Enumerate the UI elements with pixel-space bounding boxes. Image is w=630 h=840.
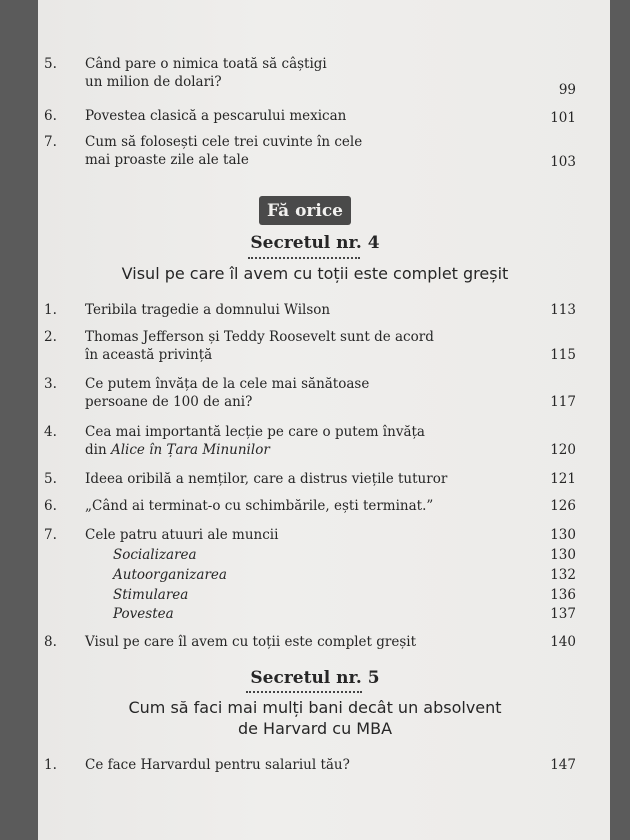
entry-page: 137 xyxy=(550,606,576,622)
secret-5-subtitle-line: Cum să faci mai mulți bani decât un absolvent xyxy=(128,698,502,717)
entry-number: 3. xyxy=(44,376,57,392)
toc-entry[interactable] xyxy=(44,328,576,364)
secret-5-subtitle-line: de Harvard cu MBA xyxy=(237,719,393,738)
toc-entry[interactable] xyxy=(44,375,576,411)
toc-entry[interactable] xyxy=(44,55,576,98)
toc-entry[interactable] xyxy=(44,526,576,544)
entry-number: 2. xyxy=(44,329,57,345)
entry-page: 132 xyxy=(550,567,576,583)
entry-page: 121 xyxy=(550,471,576,487)
entry-title-line: mai proaste zile ale tale xyxy=(85,152,249,168)
entry-number: 4. xyxy=(44,424,57,440)
entry-number: 1. xyxy=(44,757,57,773)
subentry-title: Autoorganizarea xyxy=(113,567,227,583)
entry-page: 99 xyxy=(558,82,576,98)
entry-number: 5. xyxy=(44,56,57,72)
entry-page: 147 xyxy=(550,757,576,773)
entry-title-line: persoane de 100 de ani? xyxy=(85,394,253,410)
toc-subentry[interactable] xyxy=(113,586,576,604)
entry-page: 115 xyxy=(550,347,576,363)
entry-title-line: Ce putem învăța de la cele mai sănătoase xyxy=(85,376,370,392)
toc-subentry[interactable] xyxy=(113,566,576,584)
dotted-rule xyxy=(246,691,362,693)
entry-number: 1. xyxy=(44,302,57,318)
entry-page: 126 xyxy=(550,498,576,514)
entry-title-line: Cele patru atuuri ale muncii xyxy=(85,527,279,543)
secret-4-title: Secretul nr. 4 xyxy=(250,233,380,253)
dotted-rule xyxy=(248,257,360,259)
subentry-title: Socializarea xyxy=(113,547,197,563)
entry-page: 113 xyxy=(550,302,576,318)
secret-4-subtitle: Visul pe care îl avem cu toții este complet greșit xyxy=(121,264,509,283)
entry-title-line: în această privință xyxy=(85,347,213,363)
part-badge: Fă orice xyxy=(259,196,351,225)
entry-title-line: Teribila tragedie a domnului Wilson xyxy=(85,302,331,318)
entry-number: 6. xyxy=(44,108,57,124)
entry-number: 5. xyxy=(44,471,57,487)
toc-subentry[interactable] xyxy=(113,605,576,623)
entry-number: 7. xyxy=(44,134,57,150)
entry-number: 8. xyxy=(44,634,57,650)
entry-page: 140 xyxy=(550,634,576,650)
entry-page: 130 xyxy=(550,547,576,563)
toc-entry[interactable] xyxy=(44,301,576,319)
entry-title-line: „Când ai terminat-o cu schimbările, ești terminat.” xyxy=(85,498,434,514)
entry-title-line: Thomas Jefferson și Teddy Roosevelt sunt de acord xyxy=(85,329,434,345)
toc-entry[interactable] xyxy=(44,107,576,126)
toc-entry[interactable] xyxy=(44,470,576,488)
subentry-title: Povestea xyxy=(113,606,174,622)
entry-title-line: Povestea clasică a pescarului mexican xyxy=(85,108,347,124)
entry-title-line: Când pare o nimica toată să câștigi xyxy=(85,56,327,72)
entry-page: 103 xyxy=(550,154,576,170)
entry-title-line: Ideea oribilă a nemților, care a distrus viețile tuturor xyxy=(85,471,448,487)
toc-entry[interactable] xyxy=(44,423,576,459)
toc-entry[interactable] xyxy=(44,133,576,170)
entry-title-line: Cum să folosești cele trei cuvinte în cele xyxy=(85,134,363,150)
toc-entry[interactable] xyxy=(44,756,576,774)
subentry-title: Stimularea xyxy=(113,587,189,603)
toc-entry[interactable] xyxy=(44,497,576,515)
entry-title-line: un milion de dolari? xyxy=(85,74,222,90)
toc-subentry[interactable] xyxy=(113,546,576,564)
entry-number: 6. xyxy=(44,498,57,514)
entry-title-line: din Alice în Țara Minunilor xyxy=(85,442,270,458)
entry-page: 117 xyxy=(550,394,576,410)
secret-5-title: Secretul nr. 5 xyxy=(250,668,380,688)
entry-title-line: Visul pe care îl avem cu toții este complet greșit xyxy=(85,634,416,650)
entry-page: 120 xyxy=(550,442,576,458)
entry-title-line: Ce face Harvardul pentru salariul tău? xyxy=(85,757,350,773)
entry-page: 101 xyxy=(550,110,576,126)
entry-page: 136 xyxy=(550,587,576,603)
entry-title-line: Cea mai importantă lecție pe care o putem învăța xyxy=(85,424,425,440)
book-title-italic: Alice în Țara Minunilor xyxy=(110,442,270,458)
toc-entry[interactable] xyxy=(44,633,576,651)
entry-page: 130 xyxy=(550,527,576,543)
entry-number: 7. xyxy=(44,527,57,543)
